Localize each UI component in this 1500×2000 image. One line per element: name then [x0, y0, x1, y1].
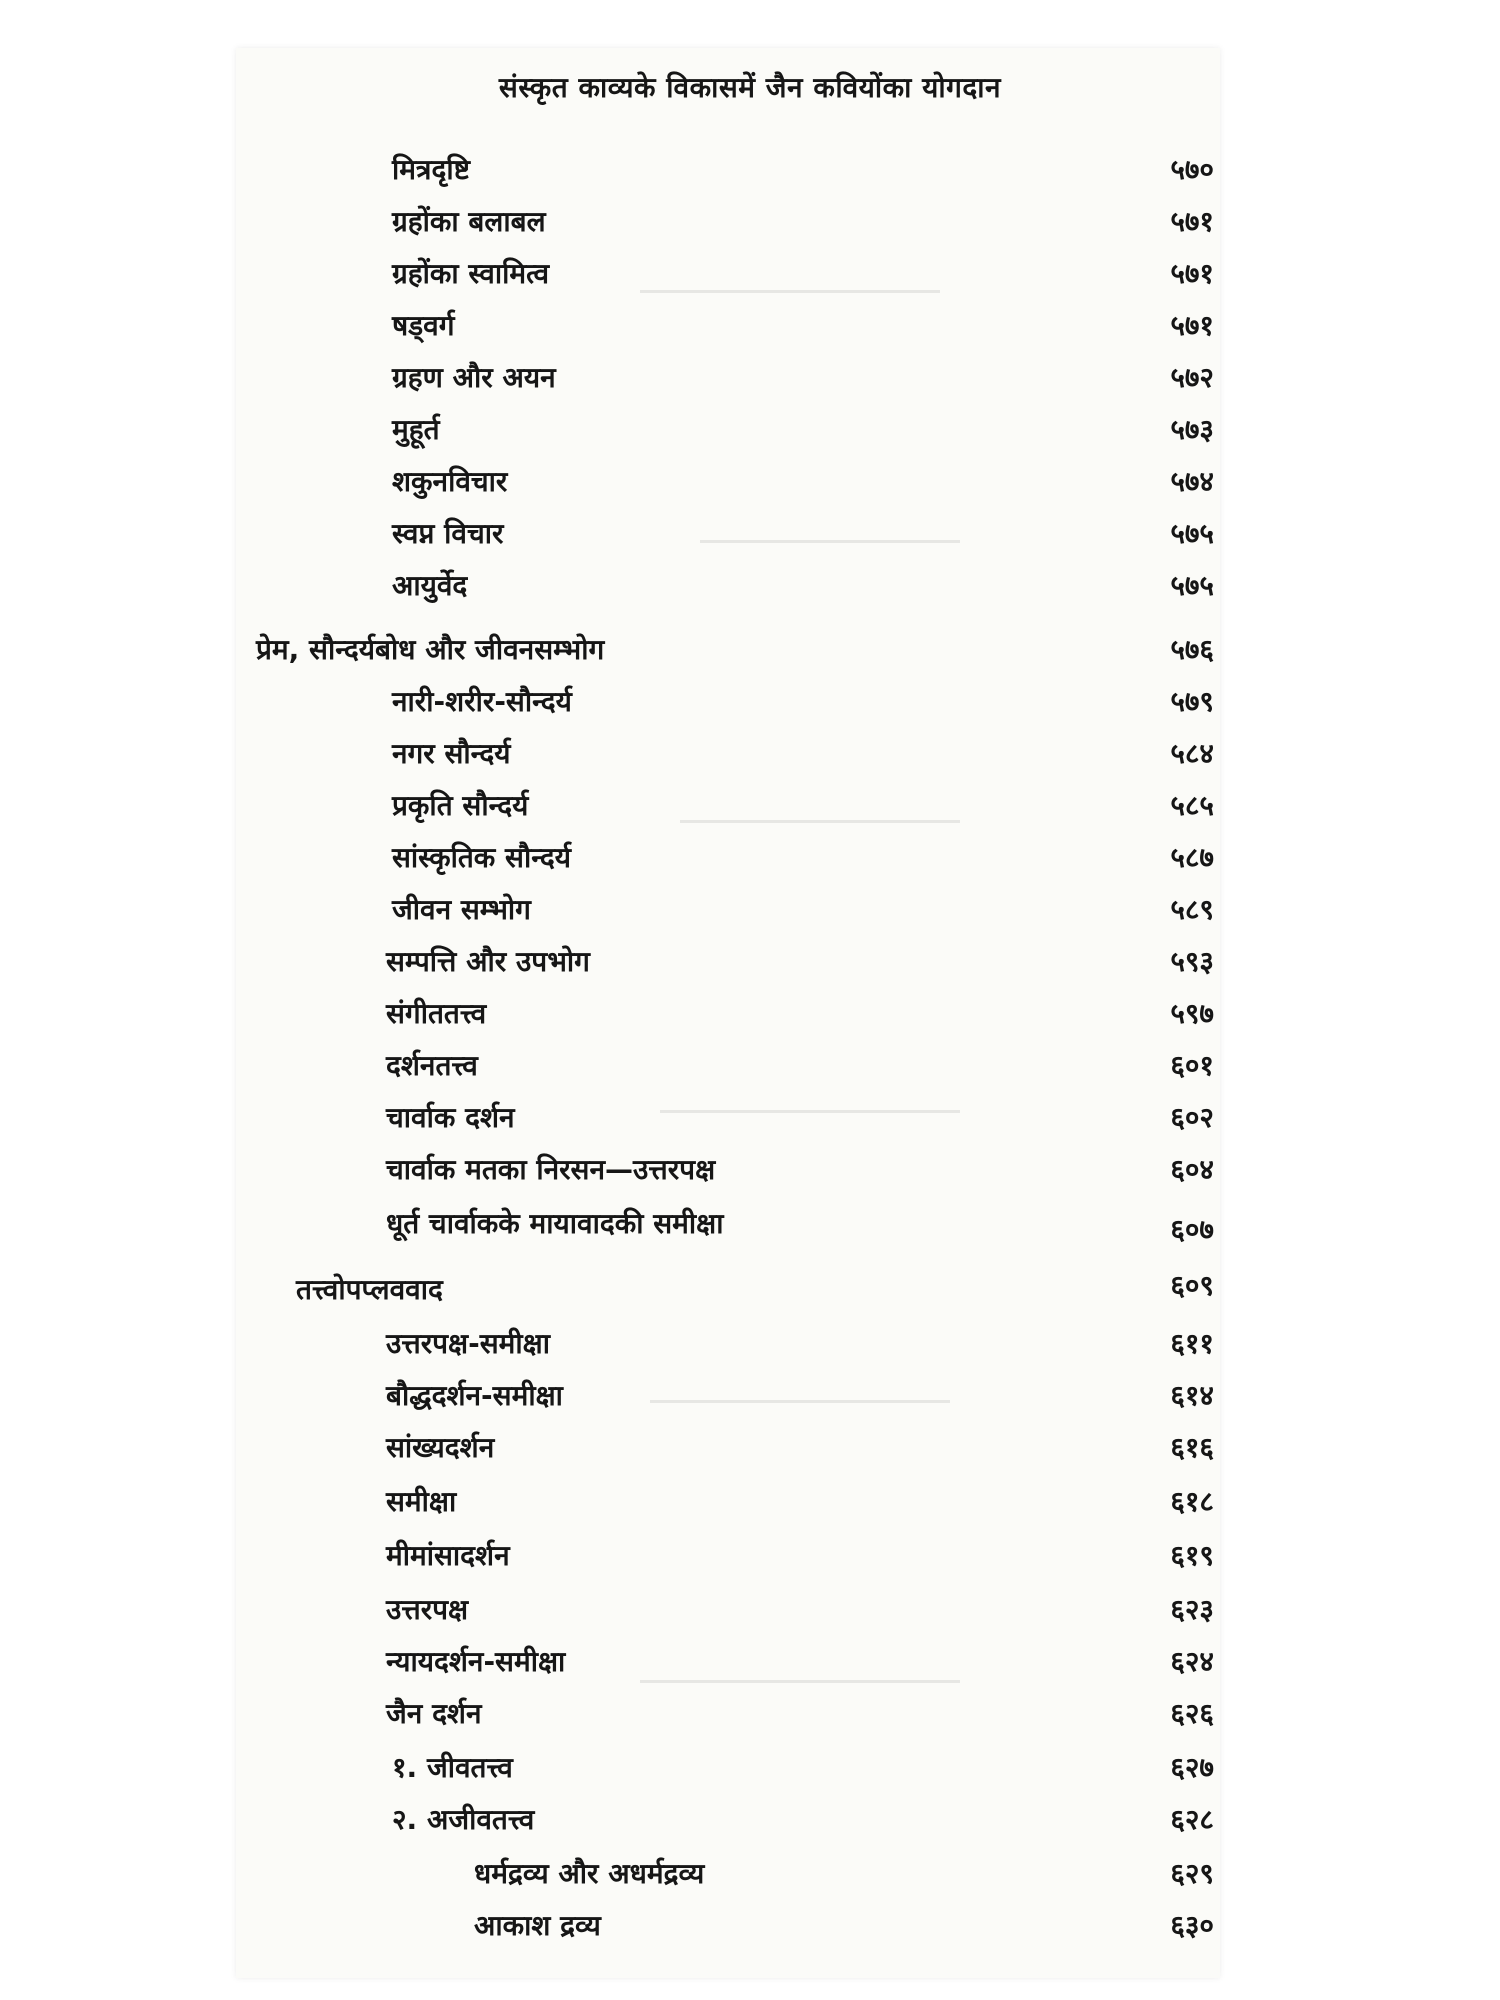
toc-page-number: ५८७ [1170, 841, 1214, 874]
toc-page-number: ५७५ [1170, 517, 1214, 550]
toc-entry: उत्तरपक्ष-समीक्षा [386, 1327, 550, 1360]
toc-entry: मुहूर्त [392, 413, 440, 446]
toc-entry: सम्पत्ति और उपभोग [386, 945, 590, 978]
toc-page-number: ६२४ [1170, 1645, 1214, 1678]
toc-entry: ग्रहण और अयन [392, 361, 556, 394]
toc-entry: मीमांसादर्शन [386, 1539, 510, 1572]
toc-entry: २. अजीवतत्त्व [392, 1803, 535, 1836]
toc-entry: षड्वर्ग [392, 309, 455, 342]
toc-page-number: ५७१ [1170, 205, 1214, 238]
toc-page-number: ५७५ [1170, 569, 1214, 602]
toc-subentry: आकाश द्रव्य [474, 1909, 601, 1942]
toc-entry: सांस्कृतिक सौन्दर्य [392, 841, 571, 874]
toc-entry: प्रकृति सौन्दर्य [392, 789, 529, 822]
toc-page-number: ६२६ [1170, 1697, 1214, 1730]
toc-page-number: ५७० [1170, 153, 1214, 186]
toc-page-number: ५८४ [1170, 737, 1214, 770]
toc-entry: आयुर्वेद [392, 569, 468, 602]
toc-page-number: ५७९ [1170, 685, 1214, 718]
running-head: संस्कृत काव्यके विकासमें जैन कवियोंका योगदान [498, 71, 1002, 104]
toc-entry: ग्रहोंका बलाबल [392, 205, 546, 238]
toc-entry: जैन दर्शन [386, 1697, 482, 1730]
toc-page-number: ५७१ [1170, 309, 1214, 342]
toc-subentry: धर्मद्रव्य और अधर्मद्रव्य [474, 1857, 705, 1890]
toc-page-number: ६२८ [1170, 1803, 1214, 1836]
toc-entry: नारी-शरीर-सौन्दर्य [392, 685, 572, 718]
toc-entry: ग्रहोंका स्वामित्व [392, 257, 550, 290]
toc-page-number: ५८९ [1170, 893, 1214, 926]
toc-entry: मित्रदृष्टि [392, 153, 470, 186]
toc-entry: शकुनविचार [392, 465, 508, 498]
toc-page-number: ५७४ [1170, 465, 1214, 498]
toc-entry: स्वप्न विचार [392, 517, 504, 550]
toc-page-number: ५७२ [1170, 361, 1214, 394]
toc-entry: १. जीवतत्त्व [392, 1751, 513, 1784]
toc-entry: उत्तरपक्ष [386, 1593, 469, 1626]
toc-page-number: ५७६ [1170, 633, 1214, 666]
toc-entry: बौद्धदर्शन-समीक्षा [386, 1379, 563, 1412]
toc-page-number: ५७३ [1170, 413, 1214, 446]
toc-page-number: ५९३ [1170, 945, 1214, 978]
toc-entry: समीक्षा [386, 1485, 457, 1518]
toc-page-number: ६११ [1170, 1327, 1214, 1360]
toc-entry: सांख्यदर्शन [386, 1431, 495, 1464]
toc-entry: नगर सौन्दर्य [392, 737, 511, 770]
toc-page-number: ६१८ [1170, 1485, 1214, 1518]
toc-entry: धूर्त चार्वाकके मायावादकी समीक्षा [386, 1207, 724, 1240]
toc-page-number: ६०२ [1170, 1101, 1214, 1134]
toc-entry: चार्वाक दर्शन [386, 1101, 515, 1134]
toc-section-heading: तत्त्वोपप्लववाद [296, 1273, 443, 1306]
toc-entry: दर्शनतत्त्व [386, 1049, 478, 1082]
toc-entry: संगीततत्त्व [386, 997, 487, 1030]
toc-page-number: ६२९ [1170, 1857, 1214, 1890]
toc-page-number: ५९७ [1170, 997, 1214, 1030]
toc-page-number: ६०९ [1170, 1269, 1214, 1302]
toc-page-number: ६२३ [1170, 1593, 1214, 1626]
toc-entry: चार्वाक मतका निरसन—उत्तरपक्ष [386, 1153, 716, 1186]
toc-entry: जीवन सम्भोग [392, 893, 531, 926]
toc-page-number: ५८५ [1170, 789, 1214, 822]
toc-page-number: ६२७ [1170, 1751, 1214, 1784]
toc-page-number: ६१९ [1170, 1539, 1214, 1572]
toc-page-number: ६३० [1170, 1909, 1214, 1942]
toc-page-number: ५७१ [1170, 257, 1214, 290]
toc-section-heading: प्रेम, सौन्दर्यबोध और जीवनसम्भोग [256, 633, 605, 666]
toc-page-number: ६०४ [1170, 1153, 1214, 1186]
toc-page-number: ६१४ [1170, 1379, 1214, 1412]
toc-page-number: ६०७ [1170, 1213, 1214, 1246]
toc-page-number: ६१६ [1170, 1431, 1214, 1464]
toc-page-number: ६०१ [1170, 1049, 1214, 1082]
toc-entry: न्यायदर्शन-समीक्षा [386, 1645, 566, 1678]
